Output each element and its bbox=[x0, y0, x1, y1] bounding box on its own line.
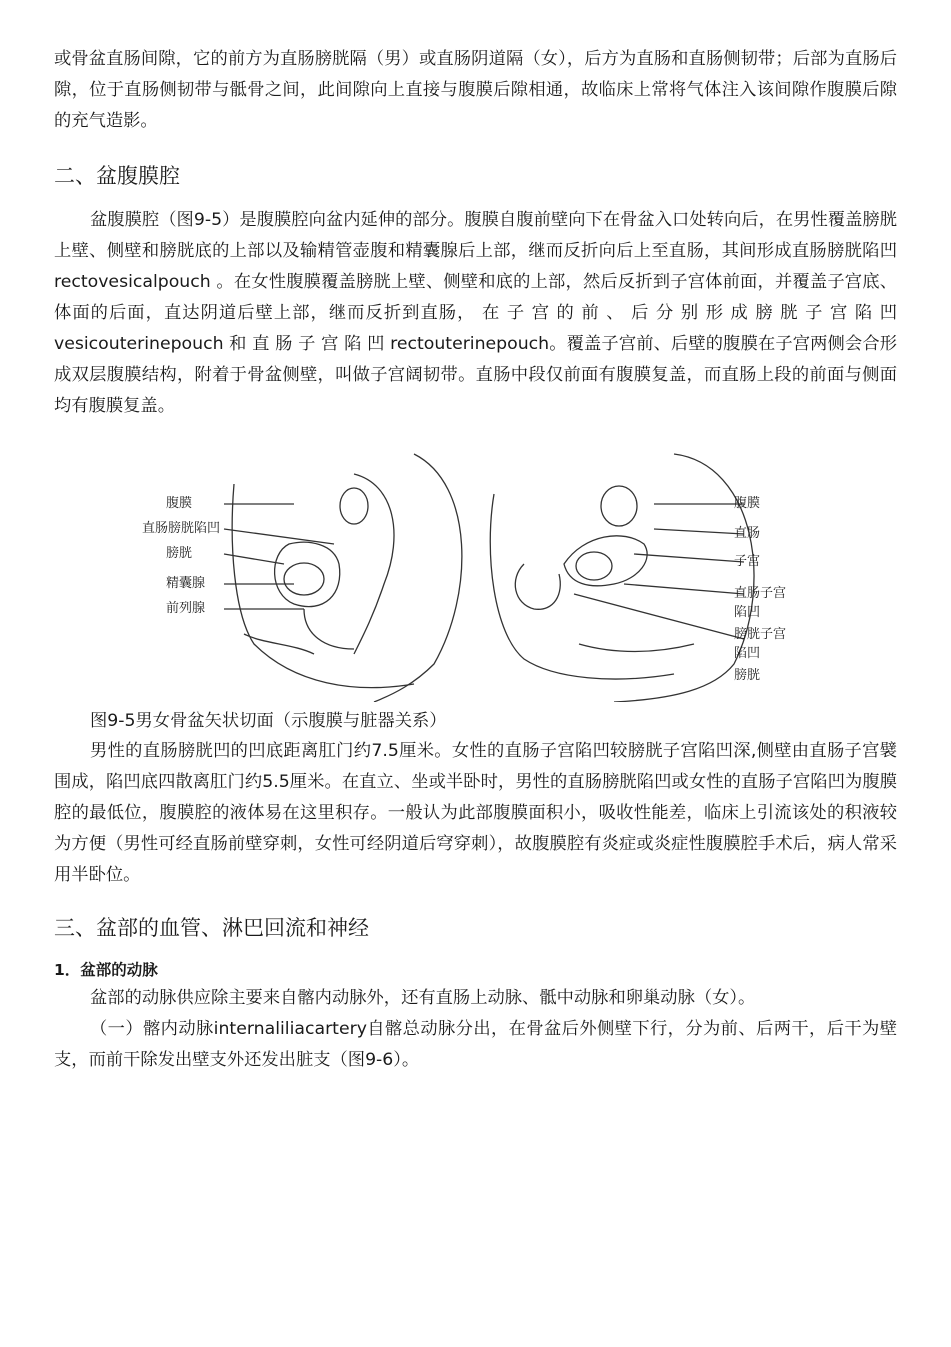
male-body-outline bbox=[232, 484, 414, 688]
female-label-uterus: 子宫 bbox=[734, 554, 761, 569]
male-rectum-outline bbox=[354, 474, 394, 654]
male-label-prostate: 前列腺 bbox=[166, 601, 206, 616]
paragraph-pouch-depth: 男性的直肠膀胱凹的凹底距离肛门约7.5厘米。女性的直肠子宫陷凹较膀胱子宫陷凹深,侧壁由直肠子宫襞围成，陷凹底四散离肛门约5.5厘米。在直立、坐或半卧时，男性的直肠膀胱陷凹或女性的直肠子宫陷凹为腹膜腔的最低位，腹膜腔的液体易在这里积存。一般认为此部腹膜面积小，吸收性能差，临床上引流该处的积液较为方便（男性可经直肠前壁穿刺，女性可经阴道后穹穿刺），故腹膜腔有炎症或炎症性腹膜腔手术后，病人常采用半卧位。 bbox=[54, 741, 897, 885]
heading-pelvic-arteries: 1．盆部的动脉 bbox=[54, 961, 158, 979]
figure-pelvic-sagittal-section bbox=[54, 444, 897, 702]
paragraph-pelvic-space: 或骨盆直肠间隙，它的前方为直肠膀胱隔（男）或直肠阴道隔（女），后方为直肠和直肠侧韧带；后部为直肠后隙，位于直肠侧韧带与骶骨之间，此间隙向上直接与腹膜后隙相通，故临床上常将气体注入该间隙作腹膜后隙的充气造影。 bbox=[54, 49, 897, 131]
female-label-peritoneum: 腹膜 bbox=[734, 496, 761, 511]
paragraph-internal-iliac: （一）髂内动脉internaliliacartery自髂总动脉分出，在骨盆后外侧壁下行，分为前、后两干，后干为壁支，而前干除发出壁支外还发出脏支（图9-6）。 bbox=[54, 1019, 897, 1070]
female-label-vesicouterine: 膀胱子宫 bbox=[734, 627, 787, 642]
male-label-seminal-vesicle: 精囊腺 bbox=[166, 576, 206, 591]
female-label-pouch-1: 陷凹 bbox=[734, 605, 761, 620]
female-uterus-outline bbox=[564, 536, 647, 586]
female-label-bladder: 膀胱 bbox=[734, 668, 761, 683]
paragraph-artery-supply: 盆部的动脉供应除主要来自髂内动脉外，还有直肠上动脉、骶中动脉和卵巢动脉（女）。 bbox=[90, 988, 756, 1008]
female-label-rectouterine: 直肠子宫 bbox=[734, 586, 787, 601]
paragraph-peritoneal-cavity: 盆腹膜腔（图9-5）是腹膜腔向盆内延伸的部分。腹膜自腹前壁向下在骨盆入口处转向后，在男性覆盖膀胱上壁、侧壁和膀胱底的上部以及输精管壶腹和精囊腺后上部，继而反折向后上至直肠，其间形成直肠膀胱陷凹rectovesicalpouch 。在女性腹膜覆盖膀胱上壁、侧壁和底的上部，然后反折到子宫体前面，并覆盖子宫底、体面的后面，直达阴道后壁上部，继而反折到直肠， 在 子 宫 的 前 、 后 分 别 形 成 膀 胱 子 宫 陷 凹 vesicouterinepouch 和 直 肠 子 宫 陷 凹 rectouterinepouch。覆盖子宫前、后壁的腹膜在子宫两侧会合形成双层腹膜结构，附着于骨盆侧壁，叫做子宫阔韧带。直肠中段仅前面有腹膜复盖，而直肠上段的前面与侧面均有腹膜复盖。 bbox=[54, 210, 897, 416]
female-bladder-outline bbox=[515, 564, 560, 609]
male-sacrum-outline bbox=[374, 454, 462, 702]
heading-pelvic-vessels: 三、盆部的血管、淋巴回流和神经 bbox=[54, 916, 369, 940]
female-label-pouch-2: 陷凹 bbox=[734, 646, 761, 661]
female-sacrum-outline bbox=[614, 454, 754, 702]
heading-pelvic-peritoneal-cavity: 二、盆腹膜腔 bbox=[54, 164, 180, 188]
pelvic-section-illustration bbox=[54, 444, 897, 702]
female-label-rectum: 直肠 bbox=[734, 526, 761, 541]
male-label-peritoneum: 腹膜 bbox=[166, 496, 193, 511]
figure-caption: 图9-5男女骨盆矢状切面（示腹膜与脏器关系） bbox=[90, 711, 447, 731]
male-label-rectovesical-pouch: 直肠膀胱陷凹 bbox=[142, 521, 221, 536]
male-label-bladder: 膀胱 bbox=[166, 546, 193, 561]
document-page bbox=[54, 44, 897, 1076]
